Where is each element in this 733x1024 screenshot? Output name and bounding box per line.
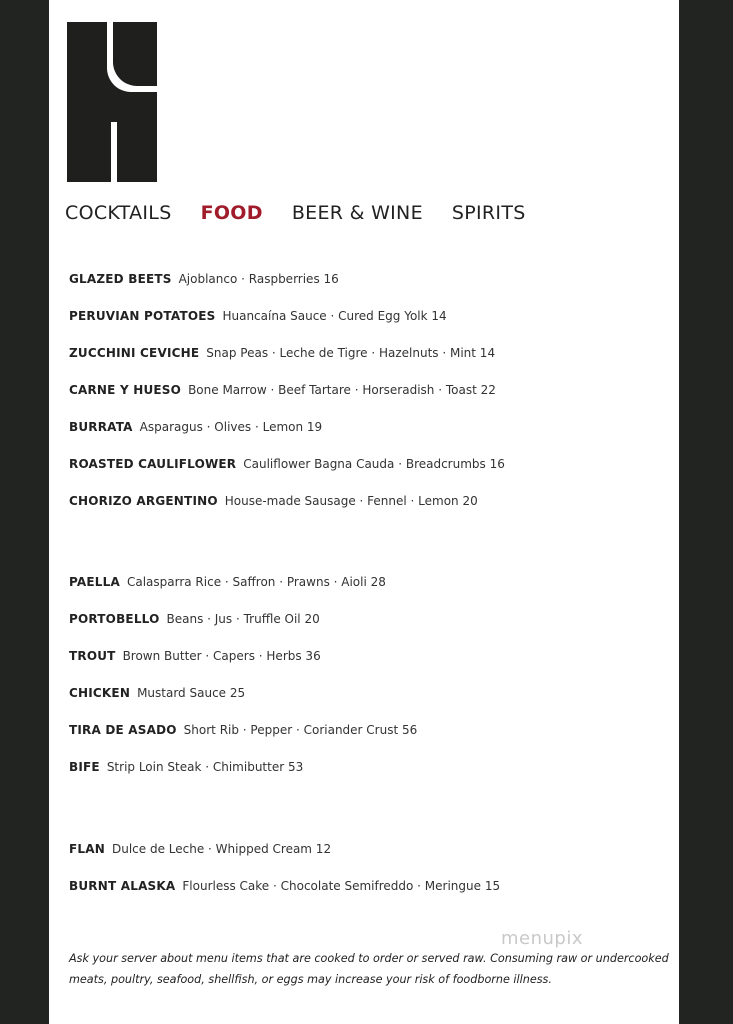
menu-item-name: BIFE (69, 760, 100, 774)
menu-item (69, 346, 495, 360)
menu-item (69, 842, 331, 856)
menu-item (69, 309, 447, 323)
menu-item-description: Calasparra Rice · Saffron · Prawns · Aioli 28 (126, 575, 386, 589)
menu-item-description: Huancaína Sauce · Cured Egg Yolk 14 (222, 309, 447, 323)
menu-item-description: Asparagus · Olives · Lemon 19 (139, 420, 323, 434)
menu-item-name: ROASTED CAULIFLOWER (69, 457, 237, 471)
menu-item-description: Beans · Jus · Truffle Oil 20 (166, 612, 320, 626)
menu-item-name: TIRA DE ASADO (69, 723, 177, 737)
menu-item (69, 494, 478, 508)
menu-item-description: Cauliflower Bagna Cauda · Breadcrumbs 16 (243, 457, 505, 471)
restaurant-logo (67, 22, 157, 182)
category-nav (65, 202, 555, 224)
menu-item-description: Brown Butter · Capers · Herbs 36 (122, 649, 321, 663)
menu-item (69, 686, 245, 700)
consumer-advisory: Ask your server about menu items that are cooked to order or served raw. Consuming raw or undercooked meats, poultry, seafood, shellfish, or eggs may increase your risk of foodborne illness. (69, 952, 669, 986)
menu-item (69, 420, 322, 434)
menu-item-name: ZUCCHINI CEVICHE (69, 346, 200, 360)
menu-item-name: CARNE Y HUESO (69, 383, 182, 397)
menu-item (69, 760, 303, 774)
menu-item (69, 457, 505, 471)
menu-item-name: BURNT ALASKA (69, 879, 176, 893)
menu-item-description: Strip Loin Steak · Chimibutter 53 (106, 760, 304, 774)
menu-item-name: FLAN (69, 842, 105, 856)
menu-item-description: House-made Sausage · Fennel · Lemon 20 (224, 494, 478, 508)
menu-item (69, 879, 500, 893)
menu-item (69, 723, 417, 737)
menu-item (69, 575, 386, 589)
menu-item-name: PORTOBELLO (69, 612, 160, 626)
menu-item (69, 612, 320, 626)
menu-page (49, 0, 679, 1024)
menu-item-description: Bone Marrow · Beef Tartare · Horseradish · Toast 22 (188, 383, 496, 397)
menu-item (69, 383, 496, 397)
menu-item (69, 272, 339, 286)
menu-item-description: Snap Peas · Leche de Tigre · Hazelnuts · Mint 14 (206, 346, 496, 360)
tab-food[interactable]: FOOD (200, 202, 263, 224)
menu-item-description: Short Rib · Pepper · Coriander Crust 56 (183, 723, 418, 737)
menu-item-name: BURRATA (69, 420, 133, 434)
tab-spirits[interactable]: SPIRITS (451, 202, 526, 224)
menu-item (69, 649, 321, 663)
menu-item-description: Dulce de Leche · Whipped Cream 12 (111, 842, 332, 856)
tab-beer-wine[interactable]: BEER & WINE (291, 202, 423, 224)
menu-item-description: Mustard Sauce 25 (137, 686, 246, 700)
menu-item-name: TROUT (69, 649, 116, 663)
menu-item-name: CHICKEN (69, 686, 131, 700)
tab-cocktails[interactable]: COCKTAILS (65, 202, 172, 224)
menu-item-name: GLAZED BEETS (69, 272, 172, 286)
menu-item-name: PERUVIAN POTATOES (69, 309, 216, 323)
menu-item-name: CHORIZO ARGENTINO (69, 494, 218, 508)
menu-item-name: PAELLA (69, 575, 120, 589)
menu-item-description: Ajoblanco · Raspberries 16 (178, 272, 339, 286)
menu-item-description: Flourless Cake · Chocolate Semifreddo · Meringue 15 (182, 879, 501, 893)
watermark: menupix (501, 928, 584, 949)
